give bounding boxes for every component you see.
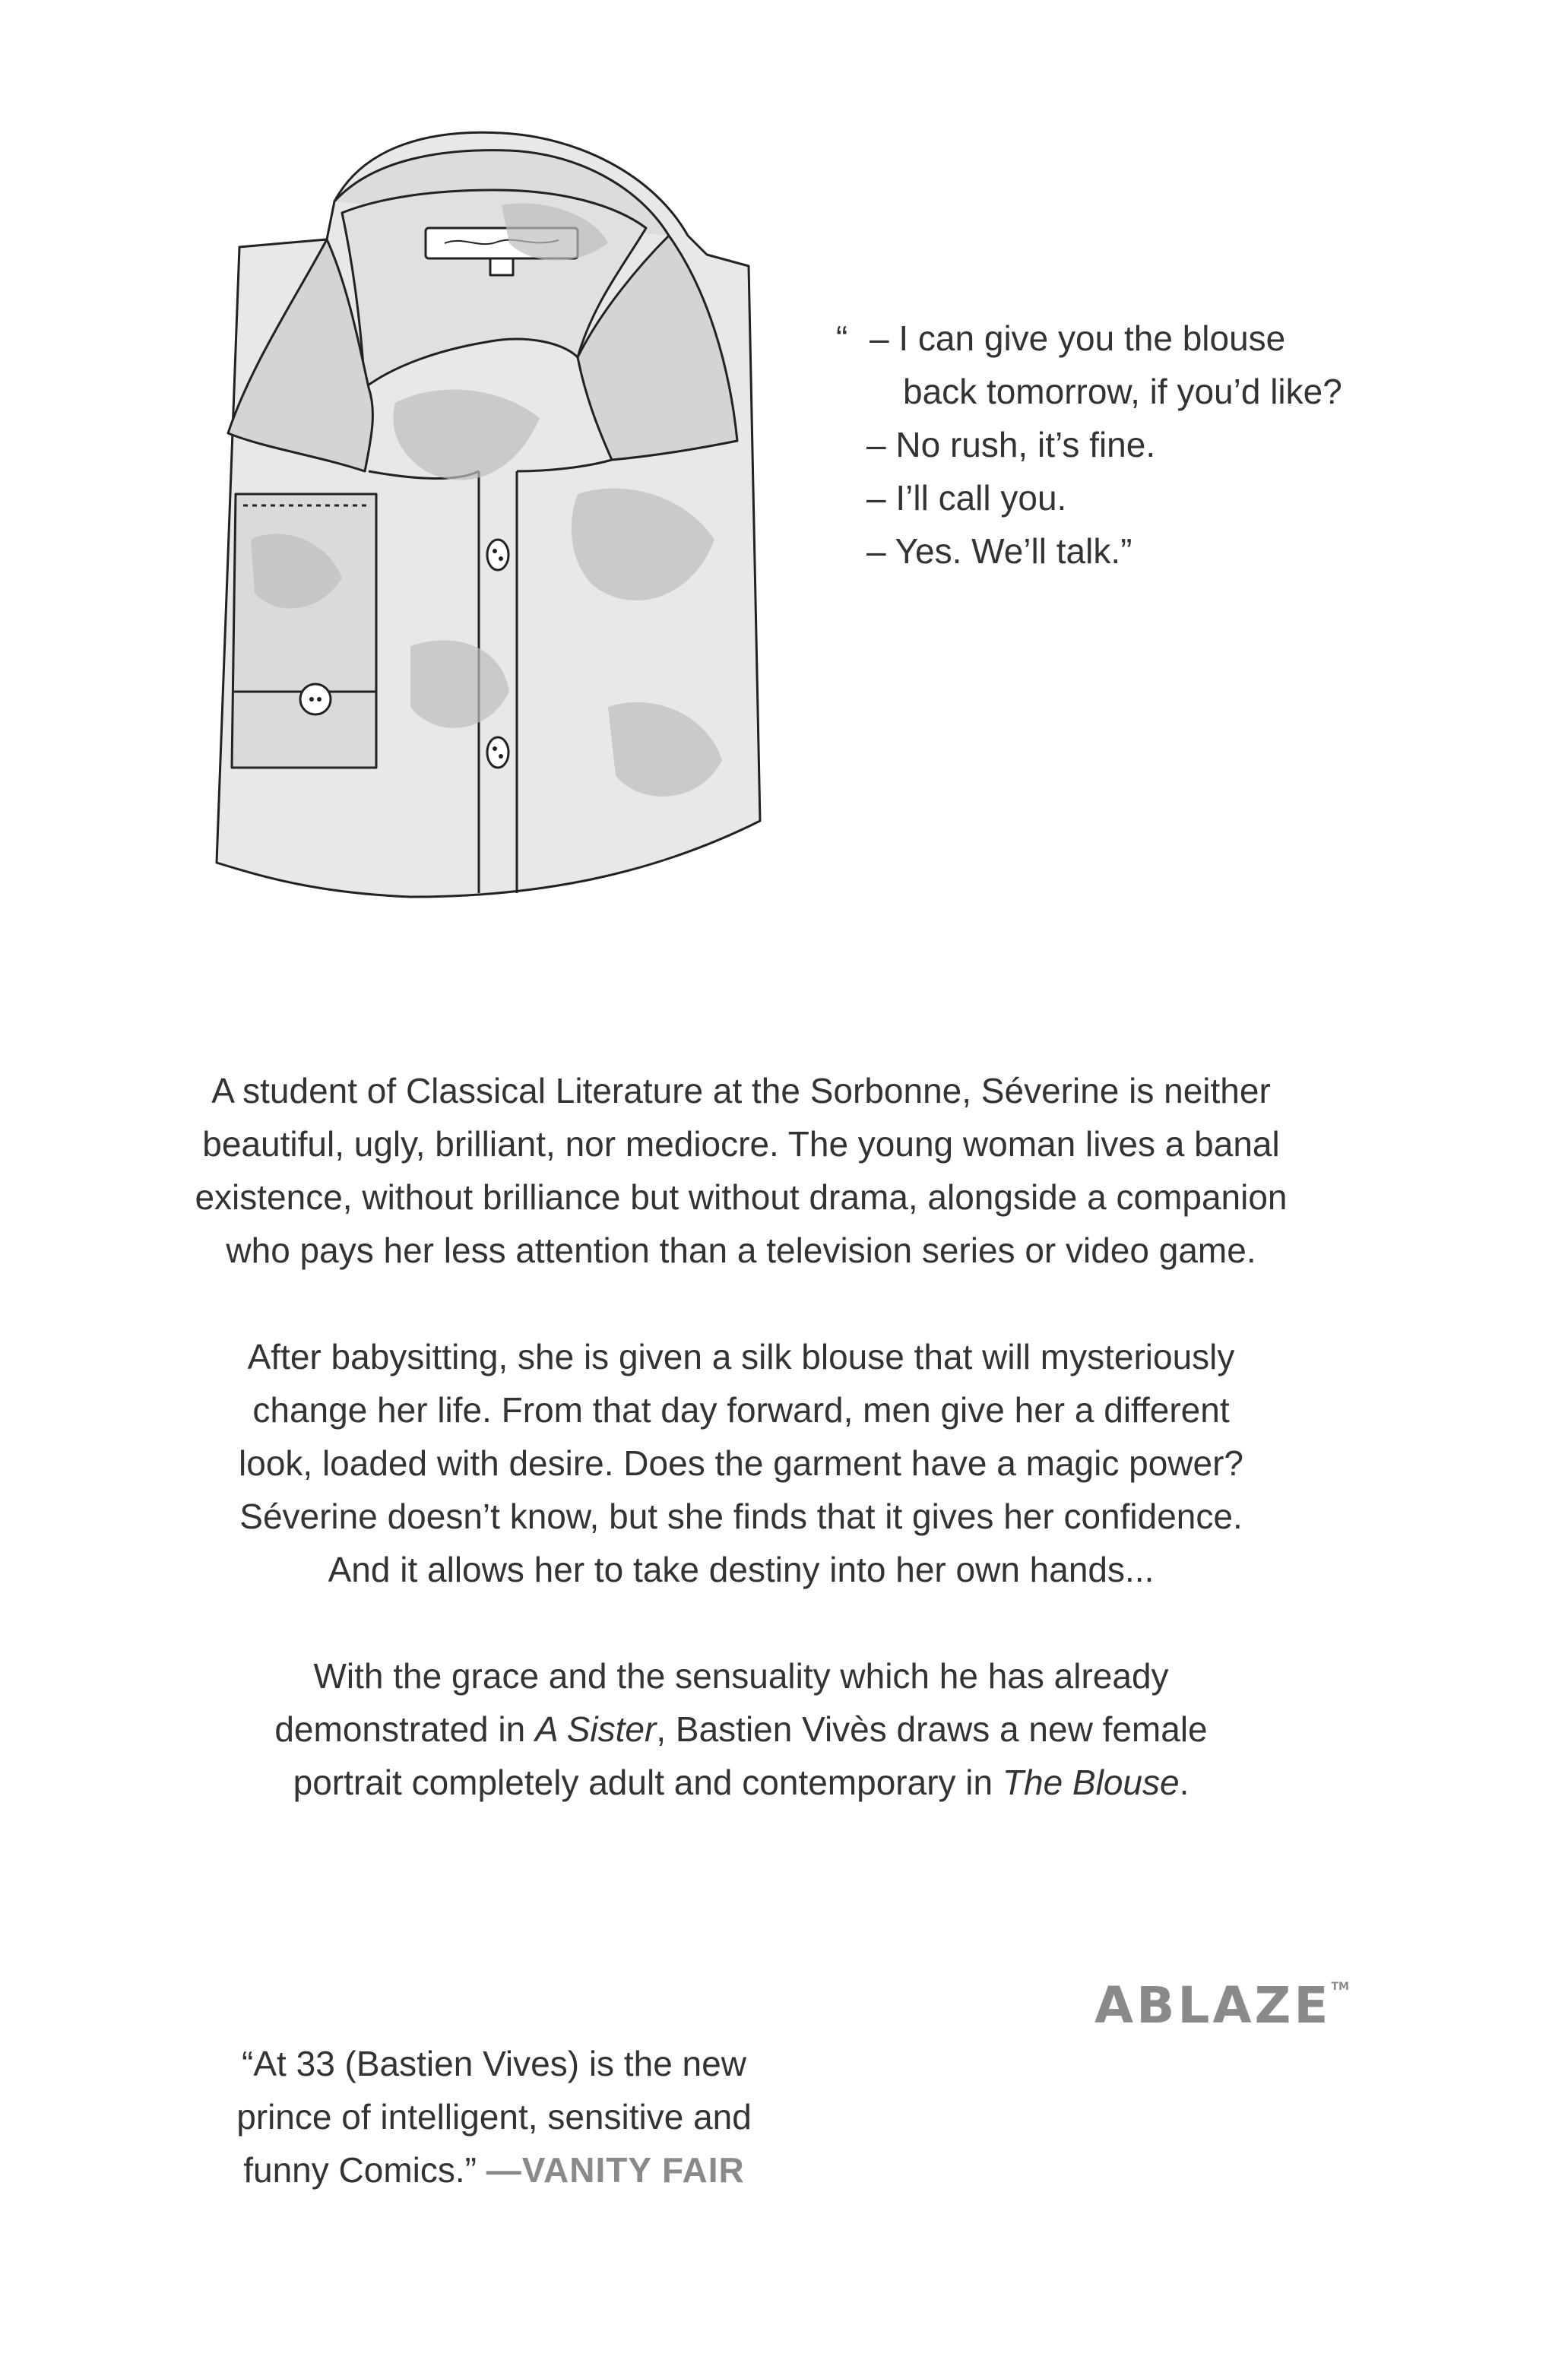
publisher-logo-text: ABLAZE — [1094, 1976, 1332, 2035]
dialogue-line-text: – I can give you the blouse — [870, 318, 1286, 358]
blurb-line: beautiful, ugly, brilliant, nor mediocre. The young woman lives a banal — [202, 1124, 1280, 1164]
dialogue-line: – No rush, it’s fine. — [866, 425, 1156, 464]
review-source: —VANITY FAIR — [486, 2150, 745, 2190]
blurb-text: demonstrated in — [274, 1709, 535, 1749]
blurb-line: And it allows her to take destiny into her own hands... — [328, 1550, 1155, 1589]
folded-blouse-illustration — [182, 114, 806, 935]
dialogue-line — [836, 312, 1520, 365]
blurb-paragraph-2 — [76, 1330, 1406, 1596]
review-line: prince of intelligent, sensitive and — [236, 2097, 752, 2137]
dialogue-line: – Yes. We’ll talk.” — [866, 531, 1132, 571]
dialogue-line: back tomorrow, if you’d like? — [903, 372, 1342, 411]
dialogue-line: – I’ll call you. — [866, 478, 1067, 518]
blurb-text: , Bastien Vivès draws a new female — [656, 1709, 1208, 1749]
blurb-line: existence, without brilliance but without drama, alongside a companion — [195, 1177, 1288, 1217]
blurb-line: After babysitting, she is given a silk blouse that will mysteriously — [247, 1337, 1235, 1376]
blurb-line: who pays her less attention than a television series or video game. — [226, 1231, 1256, 1270]
title-the-blouse: The Blouse — [1002, 1763, 1180, 1802]
blurb-line: change her life. From that day forward, men give her a different — [252, 1390, 1230, 1430]
blurb-text: . — [1179, 1763, 1189, 1802]
blurb-paragraph-3 — [76, 1649, 1406, 1809]
book-blurb — [76, 1064, 1406, 1862]
blurb-paragraph-1 — [76, 1064, 1406, 1277]
publisher-logo — [1094, 1976, 1349, 2035]
review-line: “At 33 (Bastien Vives) is the new — [242, 2044, 746, 2083]
blurb-line: A student of Classical Literature at the Sorbonne, Séverine is neither — [211, 1071, 1271, 1110]
blurb-text: portrait completely adult and contemporary in — [293, 1763, 1003, 1802]
blurb-line: Séverine doesn’t know, but she finds that it gives her confidence. — [239, 1497, 1243, 1536]
review-line: funny Comics.” — [243, 2150, 486, 2190]
open-quote-mark: “ — [836, 318, 848, 358]
blurb-line: With the grace and the sensuality which he has already — [313, 1656, 1169, 1696]
title-a-sister: A Sister — [535, 1709, 657, 1749]
review-quote — [152, 2037, 836, 2197]
dialogue-quote — [836, 312, 1520, 578]
blurb-line: look, loaded with desire. Does the garment have a magic power? — [239, 1443, 1243, 1483]
trademark-mark: TM — [1331, 1981, 1349, 1993]
